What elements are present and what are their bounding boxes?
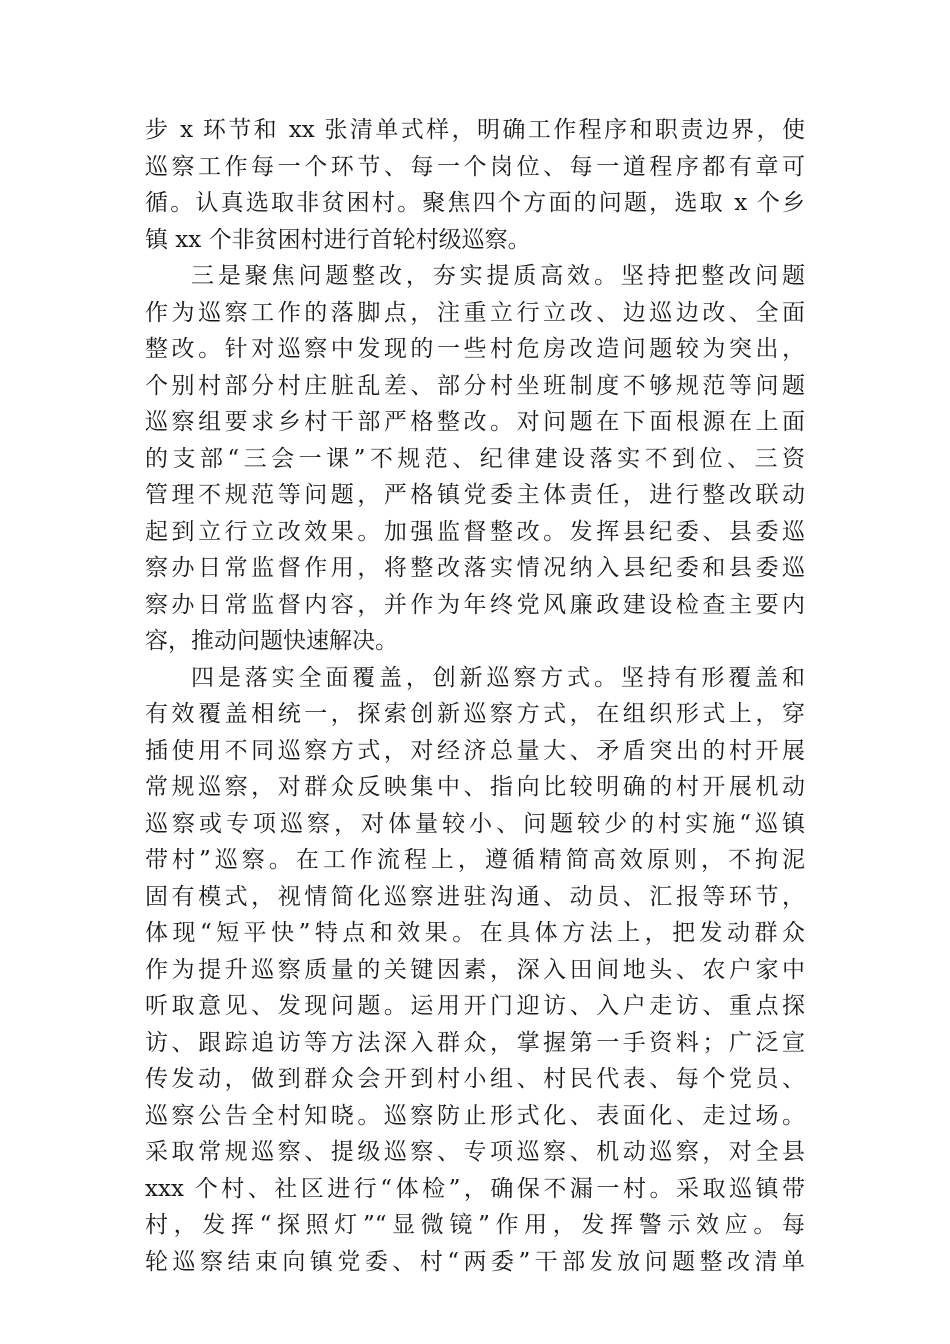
text-line: 固有模式，视情简化巡察进驻沟通、动员、汇报等环节， [145, 883, 805, 910]
text-line: 的支部“三会一课”不规范、纪律建设落实不到位、三资 [145, 445, 805, 472]
text-line: 作为提升巡察质量的关键因素，深入田间地头、农户家中 [145, 956, 805, 983]
text-line: 起到立行立改效果。加强监督整改。发挥县纪委、县委巡 [145, 518, 805, 545]
text-line: 带村”巡察。在工作流程上，遵循精简高效原则，不拘泥 [145, 847, 805, 873]
text-line: 管理不规范等问题，严格镇党委主体责任，进行整改联动 [145, 482, 805, 508]
text-line: 循。认真选取非贫困村。聚焦四个方面的问题，选取 x 个乡 [145, 190, 805, 216]
text-line: 巡察或专项巡察，对体量较小、问题较少的村实施“巡镇 [145, 810, 805, 837]
text-line: 听取意见、发现问题。运用开门迎访、入户走访、重点探 [145, 993, 805, 1019]
text-line: 轮巡察结束向镇党委、村“两委”干部发放问题整改清单 [145, 1248, 805, 1275]
text-line: 作为巡察工作的落脚点，注重立行立改、边巡边改、全面 [145, 299, 805, 326]
text-line: 容，推动问题快速解决。 [145, 628, 398, 654]
text-line: 常规巡察，对群众反映集中、指向比较明确的村开展机动 [145, 774, 805, 800]
text-line: 插使用不同巡察方式，对经济总量大、矛盾突出的村开展 [145, 737, 805, 764]
text-line: 传发动，做到群众会开到村小组、村民代表、每个党员、 [145, 1066, 805, 1092]
text-line: 三是聚焦问题整改，夯实提质高效。坚持把整改问题 [191, 263, 805, 289]
text-line: 巡察组要求乡村干部严格整改。对问题在下面根源在上面 [145, 409, 805, 435]
text-line: 村，发挥“探照灯”“显微镜”作用，发挥警示效应。每 [145, 1212, 805, 1238]
text-line: 察办日常监督作用，将整改落实情况纳入县纪委和县委巡 [145, 555, 805, 581]
text-line: 步 x 环节和 xx 张清单式样，明确工作程序和职责边界，使 [145, 117, 805, 143]
text-line: 镇 xx 个非贫困村进行首轮村级巡察。 [145, 226, 531, 253]
body-text [145, 112, 805, 1280]
text-line: 采取常规巡察、提级巡察、专项巡察、机动巡察，对全县 [145, 1139, 805, 1165]
text-line: xxx 个村、社区进行“体检”，确保不漏一村。采取巡镇带 [145, 1175, 805, 1202]
text-line: 整改。针对巡察中发现的一些村危房改造问题较为突出， [145, 336, 805, 362]
text-line: 四是落实全面覆盖，创新巡察方式。坚持有形覆盖和 [191, 664, 805, 691]
text-line: 巡察公告全村知晓。巡察防止形式化、表面化、走过场。 [145, 1102, 805, 1129]
text-line: 个别村部分村庄脏乱差、部分村坐班制度不够规范等问题 [145, 372, 805, 399]
text-line: 有效覆盖相统一，探索创新巡察方式，在组织形式上，穿 [145, 701, 805, 727]
text-line: 访、跟踪追访等方法深入群众，掌握第一手资料；广泛宣 [145, 1029, 805, 1056]
text-line: 察办日常监督内容，并作为年终党风廉政建设检查主要内 [145, 591, 805, 618]
text-line: 巡察工作每一个环节、每一个岗位、每一道程序都有章可 [145, 153, 805, 180]
text-line: 体现“短平快”特点和效果。在具体方法上，把发动群众 [145, 920, 805, 946]
